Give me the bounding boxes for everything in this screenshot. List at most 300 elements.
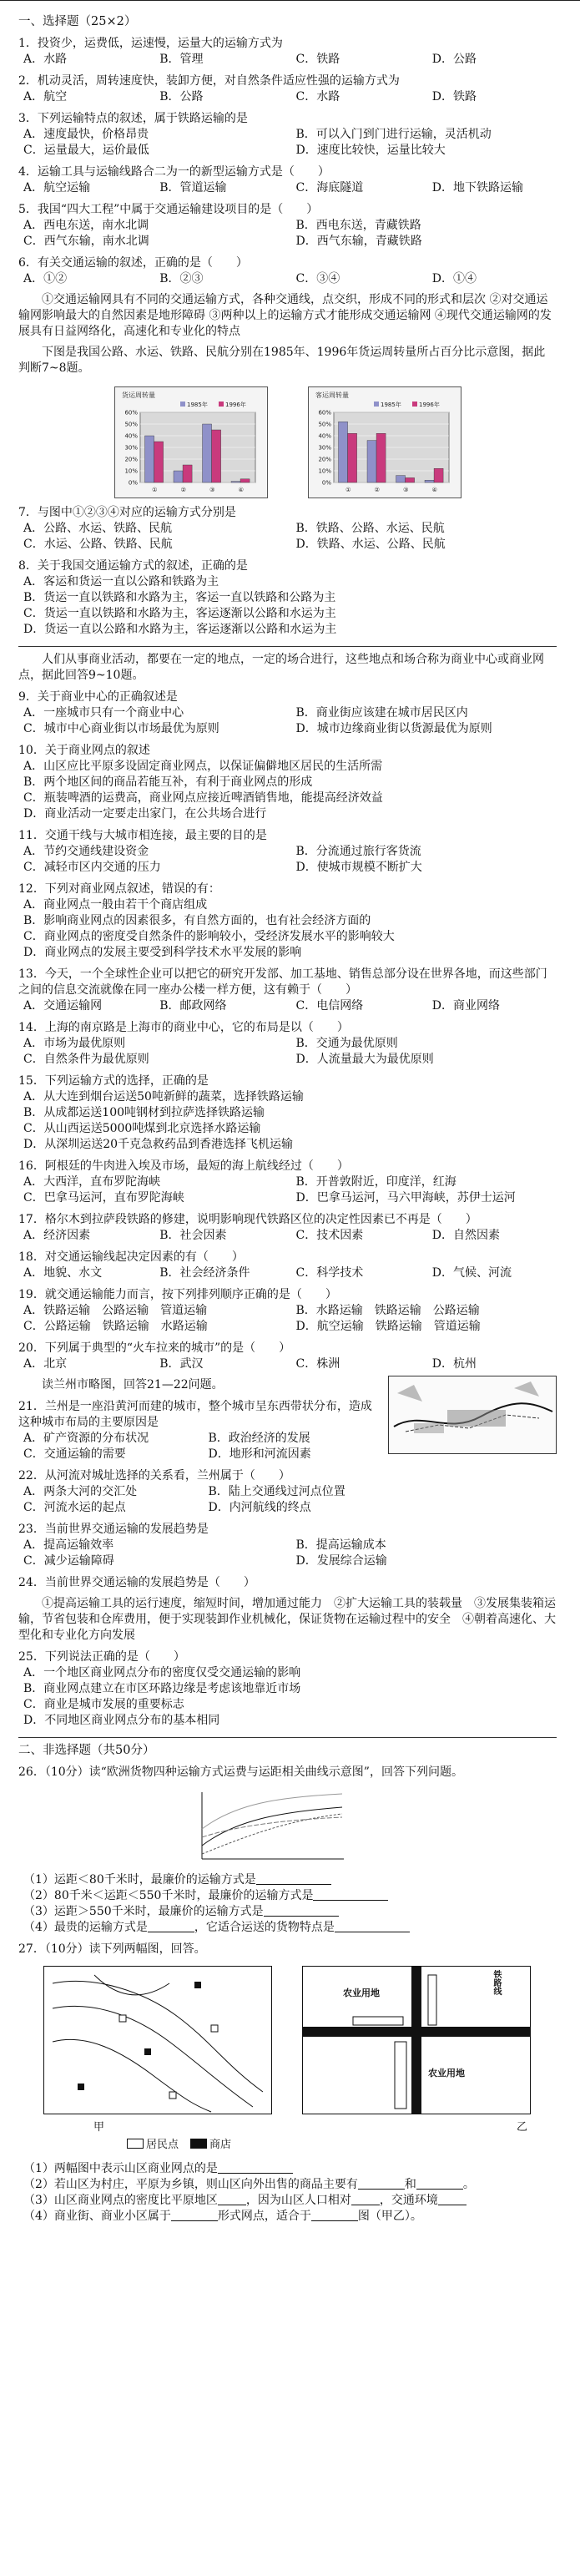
question-block [18, 1468, 381, 1516]
residential-marker-2 [119, 2015, 126, 2022]
option-item[interactable]: A．一个地区商业网点分布的密度仅受交通运输的影响 [23, 1666, 301, 1679]
option-item[interactable]: B．社会因素 [159, 1229, 227, 1242]
option-item[interactable]: B．管理 [159, 53, 204, 66]
x-tick-label: ③ [209, 487, 214, 493]
divider-2 [18, 1737, 557, 1738]
option-item[interactable]: B．可以入门到门进行运输，灵活机动 [295, 128, 492, 141]
option-item[interactable]: C．减轻市区内交通的压力 [23, 861, 161, 874]
question-26 [18, 1765, 557, 1936]
options-group [18, 1356, 557, 1372]
option-item[interactable]: C．商业是城市发展的重要标志 [23, 1698, 184, 1711]
question-block [18, 1250, 557, 1281]
question-text: 25．下列说法正确的是（ ） [18, 1650, 185, 1664]
q26-blank-2[interactable] [313, 1888, 388, 1901]
bar-1996年-① [347, 433, 356, 482]
q27-blank-3[interactable] [416, 2177, 463, 2190]
q26-text: 26．（10分）读“欧洲货物四种运输方式运费与运距相关曲线示意图”，回答下列问题。 [18, 1765, 463, 1779]
y-tick-label: 0% [321, 479, 331, 487]
option-item[interactable]: D．不同地区商业网点分布的基本相同 [23, 1714, 220, 1727]
chart-title: 客运周转量 [315, 391, 349, 399]
option-item[interactable]: D．杭州 [431, 1357, 477, 1371]
x-tick-label: ① [151, 487, 157, 493]
option-item[interactable]: A．从大连到烟台运送50吨新鲜的蔬菜，选择铁路运输 [23, 1090, 304, 1104]
q26-blank-5[interactable] [335, 1920, 410, 1932]
options-group [18, 1484, 381, 1516]
question-text: 14．上海的南京路是上海市的商业中心，它的布局是以（ ） [18, 1021, 349, 1034]
question-text: 17．格尔木到拉萨段铁路的修建，说明影响现代铁路区位的决定性因素已不再是（ ） [18, 1213, 477, 1226]
y-tick-label: 10% [317, 467, 331, 475]
questions-1-6 [18, 36, 557, 287]
cost-distance-svg [177, 1787, 352, 1867]
option-item[interactable]: B．提高运输成本 [295, 1538, 386, 1552]
options-group [18, 897, 557, 961]
question-text: 9．关于商业中心的正确叙述是 [18, 690, 178, 704]
option-item[interactable]: B．从成都运送100吨钢材到拉萨选择铁路运输 [23, 1106, 265, 1119]
option-item[interactable]: B．社会经济条件 [159, 1266, 250, 1280]
option-item[interactable]: D．巴拿马运河，马六甲海峡，苏伊士运河 [295, 1191, 516, 1205]
question-text: 13．今天，一个全球性企业可以把它的研究开发部、加工基地、销售总部分设在世界各地，而这些部门之间的信息交流就像在同一座办公楼一样方便，这有赖于（ ） [18, 967, 547, 997]
option-item[interactable]: B．交通为最优原则 [295, 1037, 398, 1050]
question-block [18, 1020, 557, 1068]
option-item[interactable]: A．水路 [23, 53, 68, 66]
bar-1996年-② [183, 465, 192, 482]
q27-line-1: （1）两幅图中表示山区商业网点的是 [18, 2161, 557, 2177]
q24-text: 24．当前世界交通运输的发展趋势是（ ） [18, 1576, 255, 1589]
x-tick-label: ② [180, 487, 186, 493]
x-tick-label: ① [345, 487, 351, 493]
legend-label: 1985年 [380, 402, 401, 408]
divider-1 [18, 646, 557, 647]
residential-marker-3 [169, 2092, 176, 2099]
option-item[interactable]: D．①④ [431, 272, 477, 285]
residential-strip-3 [353, 2017, 403, 2025]
question-block [18, 1073, 557, 1153]
q24-statements: ①提高运输工具的运行速度，缩短时间，增加通过能力 ②扩大运输工具的装载量 ③发展集装箱运输，节省包装和仓库费用，便于实现装卸作业机械化，保证货物在运输过程中的安全 ④朝着高速化、大型化和专业化方向发展 [18, 1597, 556, 1642]
option-item[interactable]: D．商业网络 [431, 999, 500, 1013]
question-block [18, 1212, 557, 1244]
question-block [18, 743, 557, 822]
lanzhou-block [18, 1372, 557, 1516]
option-item[interactable]: D．航空运输 铁路运输 管道运输 [295, 1320, 481, 1333]
store-swatch [190, 2139, 207, 2149]
residential-swatch [127, 2139, 144, 2149]
option-item[interactable]: C．货运一直以铁路和水路为主，客运逐渐以公路和水运为主 [23, 607, 336, 620]
q27-blank-1[interactable] [218, 2161, 293, 2174]
option-item[interactable]: B．商业街应该建在城市居民区内 [295, 706, 468, 720]
option-item[interactable]: D．商业活动一定要走出家门，在公共场合进行 [23, 807, 267, 821]
question-text: 15．下列运输方式的选择，正确的是 [18, 1074, 209, 1088]
option-item[interactable]: B．邮政网络 [159, 999, 227, 1013]
options-group [18, 1228, 557, 1244]
cost-distance-curve [177, 1787, 352, 1867]
legend-swatch [412, 402, 417, 407]
question-text: 1．投资少，运费低，运速慢，运量大的运输方式为 [18, 37, 283, 50]
urban-area-west [414, 1423, 444, 1433]
plain-map [302, 1966, 531, 2114]
options-group [18, 1265, 557, 1281]
curve-road [202, 1807, 342, 1846]
option-item[interactable]: C．③④ [295, 272, 340, 285]
option-item[interactable]: D．发展综合运输 [295, 1554, 387, 1568]
store-marker-3 [78, 2084, 84, 2090]
bar-1985年-② [174, 471, 183, 482]
bar-1996年-③ [405, 477, 414, 482]
option-item[interactable]: C．水路 [295, 90, 340, 104]
option-item[interactable]: D．使城市规模不断扩大 [295, 861, 422, 874]
y-tick-label: 20% [124, 456, 138, 463]
option-item[interactable]: C．城市中心商业街以市场最优为原则 [23, 722, 219, 735]
q27-line-4: （4）商业街、商业小区属于 形式网点，适合于 图（甲乙）。 [23, 2210, 422, 2223]
options-group [18, 705, 557, 737]
question-27 [18, 1942, 557, 2225]
option-item[interactable]: D．铁路、水运、公路、民航 [295, 538, 446, 551]
curve-air [202, 1794, 342, 1829]
q27-blank-8[interactable] [311, 2209, 358, 2221]
option-item[interactable]: A．地貌、水文 [23, 1266, 103, 1280]
question-text: 22．从河流对城址选择的关系看，兰州属于（ ） [18, 1469, 290, 1482]
question-block [18, 36, 557, 68]
q26-blank-4[interactable] [148, 1920, 194, 1932]
y-tick-label: 40% [317, 432, 331, 440]
option-item[interactable]: A．商业网点一般由若干个商店组成 [23, 898, 208, 912]
option-item[interactable]: A．航空运输 [23, 181, 91, 194]
bar-1996年-② [376, 433, 386, 482]
options-group [18, 180, 557, 196]
map-labels [93, 2119, 527, 2135]
option-item[interactable]: D．货运一直以公路和水路为主，客运逐渐以公路和水运为主 [23, 623, 337, 636]
option-item[interactable]: D．气候、河流 [431, 1266, 512, 1280]
legend-label: 1996年 [418, 402, 440, 408]
lanzhou-map-svg [389, 1376, 556, 1453]
question-text: 5．我国“四大工程”中属于交通运输建设项目的是（ ） [18, 203, 319, 216]
q27-lines [18, 2161, 557, 2225]
question-block [18, 202, 557, 250]
urban-area [447, 1410, 506, 1427]
legend-swatch [374, 402, 379, 407]
option-item[interactable]: C．减少运输障碍 [23, 1554, 114, 1568]
options-group [18, 1665, 557, 1729]
question-text: 7．与图中①②③④对应的运输方式分别是 [18, 506, 236, 519]
question-block [18, 73, 557, 105]
option-item[interactable]: C．株洲 [295, 1357, 340, 1371]
option-item[interactable]: D．从深圳运送20千克急救药品到香港选择飞机运输 [23, 1138, 294, 1151]
farm-label-top: 农业用地 [343, 1988, 380, 1998]
bar-1985年-① [144, 436, 154, 482]
option-item[interactable]: C．从山西运送5000吨煤到北京选择水路运输 [23, 1122, 261, 1135]
option-item[interactable]: D．内河航线的终点 [208, 1501, 311, 1514]
q27-maps [43, 1966, 557, 2114]
questions-7-8 [18, 505, 557, 638]
option-item[interactable]: D．公路 [431, 53, 477, 66]
map-label-b: 乙 [516, 2121, 527, 2134]
question-block [18, 1649, 557, 1729]
bar-1996年-① [154, 442, 163, 482]
q26-blank-1[interactable] [256, 1872, 331, 1885]
option-item[interactable]: A．经济因素 [23, 1229, 91, 1242]
bar-1996年-③ [211, 430, 220, 482]
options-group [18, 574, 557, 638]
option-item[interactable]: A．铁路运输 公路运输 管道运输 [23, 1304, 208, 1317]
option-item[interactable]: D．商业网点的发展主要受到科学技术水平发展的影响 [23, 946, 302, 959]
option-item[interactable]: A．提高运输效率 [23, 1538, 114, 1552]
question-block [18, 967, 557, 1014]
q27-line-3: （3）山区商业网点的密度比平原地区 ，因为山区人口相对 ，交通环境 [18, 2193, 557, 2209]
option-item[interactable]: C．电信网络 [295, 999, 364, 1013]
question-block [18, 255, 557, 287]
question-text: 3．下列运输特点的叙述，属于铁路运输的是 [18, 112, 248, 125]
option-item[interactable]: B．武汉 [159, 1357, 204, 1371]
option-item[interactable]: A．①② [23, 272, 68, 285]
option-item[interactable]: C．海底隧道 [295, 181, 364, 194]
option-item[interactable]: A．节约交通线建设资金 [23, 845, 149, 858]
option-item[interactable]: C．商业网点的密度受自然条件的影响较小，受经济发展水平的影响较大 [23, 930, 395, 943]
q27-blank-4[interactable] [218, 2193, 246, 2205]
bar-1985年-③ [202, 424, 211, 482]
y-tick-label: 60% [124, 409, 138, 417]
lanzhou-map [388, 1376, 557, 1454]
question-text: 4．运输工具与运输线路合二为一的新型运输方式是（ ） [18, 165, 330, 179]
option-item[interactable]: B．商业网点建立在市区环路边缘是考虑该地靠近市场 [23, 1682, 301, 1695]
option-item[interactable]: C．瓶装啤酒的运费高，商业网点应接近啤酒销售地，能提高经济效益 [23, 791, 383, 805]
options-group [18, 89, 557, 105]
options-group [18, 52, 557, 68]
q27-text: 27．（10分）读下列两幅图，回答。 [18, 1942, 206, 1956]
option-item[interactable]: D．速度比较快，运量比较大 [295, 144, 446, 157]
question-block [18, 828, 557, 876]
x-tick-label: ④ [431, 487, 437, 493]
residential-strip-1 [428, 1975, 436, 2025]
chart-title: 货运周转量 [121, 391, 155, 399]
option-item[interactable]: A．市场为最优原则 [23, 1037, 126, 1050]
option-item[interactable]: A．矿产资源的分布状况 [23, 1432, 149, 1445]
option-item[interactable]: D．地下铁路运输 [431, 181, 523, 194]
mountain-map-svg [44, 1967, 271, 2114]
mountain-shapes [397, 1381, 539, 1402]
passenger-chart-svg [309, 387, 461, 498]
legend-store: 商店 [190, 2137, 231, 2153]
q26-line-1: （1）运距＜80千米时，最廉价的运输方式是 [18, 1872, 557, 1888]
options-group [18, 218, 557, 250]
q27-blank-7[interactable] [171, 2209, 218, 2221]
question-block [18, 881, 557, 961]
mountain-map [43, 1966, 272, 2114]
option-item[interactable]: C．巴拿马运河，直布罗陀海峡 [23, 1191, 184, 1205]
option-item[interactable]: A．山区应比平原多设固定商业网点，以保证偏僻地区居民的生活所需 [23, 760, 383, 773]
options-group [18, 127, 557, 159]
question-block [18, 1341, 557, 1372]
question-text: 6．有关交通运输的叙述，正确的是（ ） [18, 256, 248, 270]
option-item[interactable]: A．交通运输网 [23, 999, 103, 1013]
market-intro: 人们从事商业活动，都要在一定的地点，一定的场合进行，这些地点和场合称为商业中心或商业网点，据此回答9~10题。 [18, 653, 544, 682]
question-block [18, 164, 557, 196]
option-item[interactable]: A．一座城市只有一个商业中心 [23, 706, 184, 720]
passenger-chart [308, 386, 461, 498]
bar-1996年-④ [434, 468, 443, 482]
option-item[interactable]: D．地形和河流因素 [208, 1447, 311, 1461]
chart-intro: 下图是我国公路、水运、铁路、民航分别在1985年、1996年货运周转量所占百分比示意图，据此判断7~8题。 [18, 346, 546, 375]
q26-line-4: （4）最贵的运输方式是 ，它适合运送的货物特点是 [18, 1920, 557, 1936]
questions-9-20 [18, 689, 557, 1372]
question-block [18, 689, 557, 737]
q27-blank-6[interactable] [438, 2193, 467, 2205]
question-block [18, 1159, 557, 1206]
options-group [18, 998, 557, 1014]
question-25 [18, 1649, 557, 1729]
question-block [18, 111, 557, 159]
bar-1985年-① [338, 422, 347, 482]
y-tick-label: 50% [124, 421, 138, 428]
road-label: 铁路线 [492, 1970, 501, 1995]
question-text: 20．下列属于典型的“火车拉来的城市”的是（ ） [18, 1341, 291, 1355]
question-text: 10．关于商业网点的叙述 [18, 744, 150, 757]
x-tick-label: ④ [238, 487, 244, 493]
options-group [18, 1431, 381, 1462]
map-label-a: 甲 [93, 2121, 105, 2134]
option-item[interactable]: C．技术因素 [295, 1229, 364, 1242]
bar-1996年-④ [240, 479, 250, 482]
option-item[interactable]: A．北京 [23, 1357, 68, 1371]
options-group [18, 1036, 557, 1068]
farm-label-bottom: 农业用地 [428, 2068, 465, 2078]
option-item[interactable]: A．公路、水运、铁路、民航 [23, 522, 173, 535]
option-item[interactable]: D．铁路 [431, 90, 477, 104]
question-block [18, 505, 557, 553]
question-text: 19．就交通运输能力而言，按下列排列顺序正确的是（ ） [18, 1288, 337, 1301]
option-item[interactable]: B．分流通过旅行客货流 [295, 845, 421, 858]
question-24 [18, 1575, 557, 1644]
option-item[interactable]: A．航空 [23, 90, 68, 104]
bar-1985年-② [367, 441, 376, 482]
question-text: 12．下列对商业网点叙述，错误的有： [18, 882, 220, 896]
option-item[interactable]: C．自然条件为最优原则 [23, 1053, 149, 1066]
option-item[interactable]: A．客运和货运一直以公路和铁路为主 [23, 575, 219, 588]
y-tick-label: 60% [317, 409, 331, 417]
q27-blank-2[interactable] [358, 2177, 405, 2190]
question-block [18, 1287, 557, 1335]
bar-1985年-③ [396, 476, 405, 482]
option-item[interactable]: B．陆上交通线过河点位置 [208, 1485, 345, 1498]
option-item[interactable]: D．人流量最大为最优原则 [295, 1053, 434, 1066]
y-tick-label: 40% [124, 432, 138, 440]
option-item[interactable]: C．交通运输的需要 [23, 1447, 126, 1461]
section2-title: 二、非选择题（共50分） [18, 1744, 155, 1757]
q27-line-2: （2）若山区为村庄，平原为乡镇，则山区向外出售的商品主要有 和 。 [23, 2178, 475, 2191]
q26-lines [18, 1872, 557, 1936]
legend-swatch [180, 402, 185, 407]
road-vertical [411, 1967, 421, 2114]
option-item[interactable]: B．水路运输 铁路运输 公路运输 [295, 1304, 480, 1317]
option-item[interactable]: A．两条大河的交汇处 [23, 1485, 138, 1498]
options-group [18, 844, 557, 876]
question-text: 16．阿根廷的牛肉进入埃及市场，最短的海上航线经过（ ） [18, 1159, 349, 1173]
contour-3 [53, 2039, 211, 2112]
option-item[interactable]: B．政治经济的发展 [208, 1432, 310, 1445]
question-block [18, 1399, 381, 1462]
freight-chart-svg [115, 387, 267, 498]
option-item[interactable]: A．大西洋，直布罗陀海峡 [23, 1175, 161, 1189]
options-group [18, 1303, 557, 1335]
option-item[interactable]: C．河流水运的起点 [23, 1501, 126, 1514]
legend-label: 1996年 [224, 402, 246, 408]
option-item[interactable]: D．自然因素 [431, 1229, 500, 1242]
x-tick-label: ② [374, 487, 380, 493]
residential-strip-2 [395, 2042, 406, 2109]
q26-line-3: （3）运距＞550千米时，最廉价的运输方式是 [18, 1904, 557, 1920]
y-tick-label: 10% [124, 467, 138, 475]
x-tick-label: ③ [402, 487, 408, 493]
bar-1985年-④ [425, 480, 434, 482]
freight-chart [114, 386, 268, 498]
question-text: 21．兰州是一座沿黄河而建的城市，整个城市呈东西带状分布，造成这种城市布局的主要原因是 [18, 1400, 372, 1429]
option-item[interactable]: C．公路运输 铁路运输 水路运输 [23, 1320, 208, 1333]
option-item[interactable]: B．影响商业网点的因素很多，有自然方面的，也有社会经济方面的 [23, 914, 371, 927]
legend-label: 1985年 [186, 402, 208, 408]
y-tick-label: 0% [128, 479, 138, 487]
option-item[interactable]: B．公路 [159, 90, 204, 104]
question-text: 18．对交通运输线起决定因素的有（ ） [18, 1250, 244, 1264]
legend-residential: 居民点 [127, 2137, 179, 2153]
question-text: 2．机动灵活，周转速度快，装卸方便，对自然条件适应性强的运输方式为 [18, 74, 400, 88]
question-23 [18, 1522, 557, 1569]
curve-water [202, 1817, 342, 1837]
question-block [18, 1522, 557, 1569]
option-item[interactable]: C．运量最大，运价最低 [23, 144, 149, 157]
option-item[interactable]: C．铁路 [295, 53, 340, 66]
options-group [18, 521, 557, 553]
q26-blank-3[interactable] [264, 1904, 339, 1917]
options-group [18, 1538, 557, 1569]
option-item[interactable]: D．城市边缘商业街以货源最优为原则 [295, 722, 492, 735]
q6-statements: ①交通运输网具有不同的交通运输方式，各种交通线，点交织，形成不同的形式和层次 ②对交通运输网影响最大的自然因素是地形障碍 ③两种以上的运输方式才能形成交通运输网 ④现代交通运输网的发展具有日益网络化，高速化和专业化的特点 [18, 293, 552, 338]
option-item[interactable]: B．两个地区间的商品若能互补，有利于商业网点的形成 [23, 775, 313, 789]
option-item[interactable]: C．科学技术 [295, 1266, 364, 1280]
legend-swatch [219, 402, 224, 407]
option-item[interactable]: B．开普敦附近，印度洋，红海 [295, 1175, 456, 1189]
option-item[interactable]: C．西气东输，南水北调 [23, 235, 149, 248]
question-text: 8．关于我国交通运输方式的叙述，正确的是 [18, 559, 248, 573]
question-block [18, 558, 557, 638]
option-item[interactable]: B．货运一直以铁路和水路为主，客运一直以铁路和公路为主 [23, 591, 336, 604]
question-text: 23．当前世界交通运输的发展趋势是 [18, 1523, 209, 1536]
option-item[interactable]: A．西电东送，南水北调 [23, 219, 149, 232]
y-tick-label: 20% [317, 456, 331, 463]
y-tick-label: 30% [124, 444, 138, 452]
question-text: 11．交通干线与大城市相连接，最主要的目的是 [18, 829, 267, 842]
store-marker-1 [194, 1982, 201, 1988]
q27-blank-5[interactable] [351, 2193, 380, 2205]
option-item[interactable]: B．②③ [159, 272, 204, 285]
option-item[interactable]: B．西电东送，青藏铁路 [295, 219, 421, 232]
charts-row [18, 386, 557, 498]
store-marker-2 [144, 2048, 151, 2055]
option-item[interactable]: C．水运、公路、铁路、民航 [23, 538, 173, 551]
option-item[interactable]: B．管道运输 [159, 181, 227, 194]
options-group [18, 759, 557, 822]
options-group [18, 271, 557, 287]
questions-21-22 [18, 1399, 381, 1516]
y-tick-label: 50% [317, 421, 331, 428]
contour-2 [53, 2006, 253, 2107]
section1-title: 一、选择题（25×2） [18, 15, 137, 28]
options-group [18, 1089, 557, 1153]
option-item[interactable]: A．速度最快，价格昂贵 [23, 128, 149, 141]
curve-rail [202, 1814, 342, 1854]
option-item[interactable]: B．铁路、公路、水运、民航 [295, 522, 445, 535]
option-item[interactable]: D．西气东输，青藏铁路 [295, 235, 422, 248]
q26-line-2: （2）80千米＜运距＜550千米时，最廉价的运输方式是 [18, 1888, 557, 1904]
q21-intro: 读兰州市略图，回答21—22问题。 [42, 1378, 224, 1392]
options-group [18, 1174, 557, 1206]
